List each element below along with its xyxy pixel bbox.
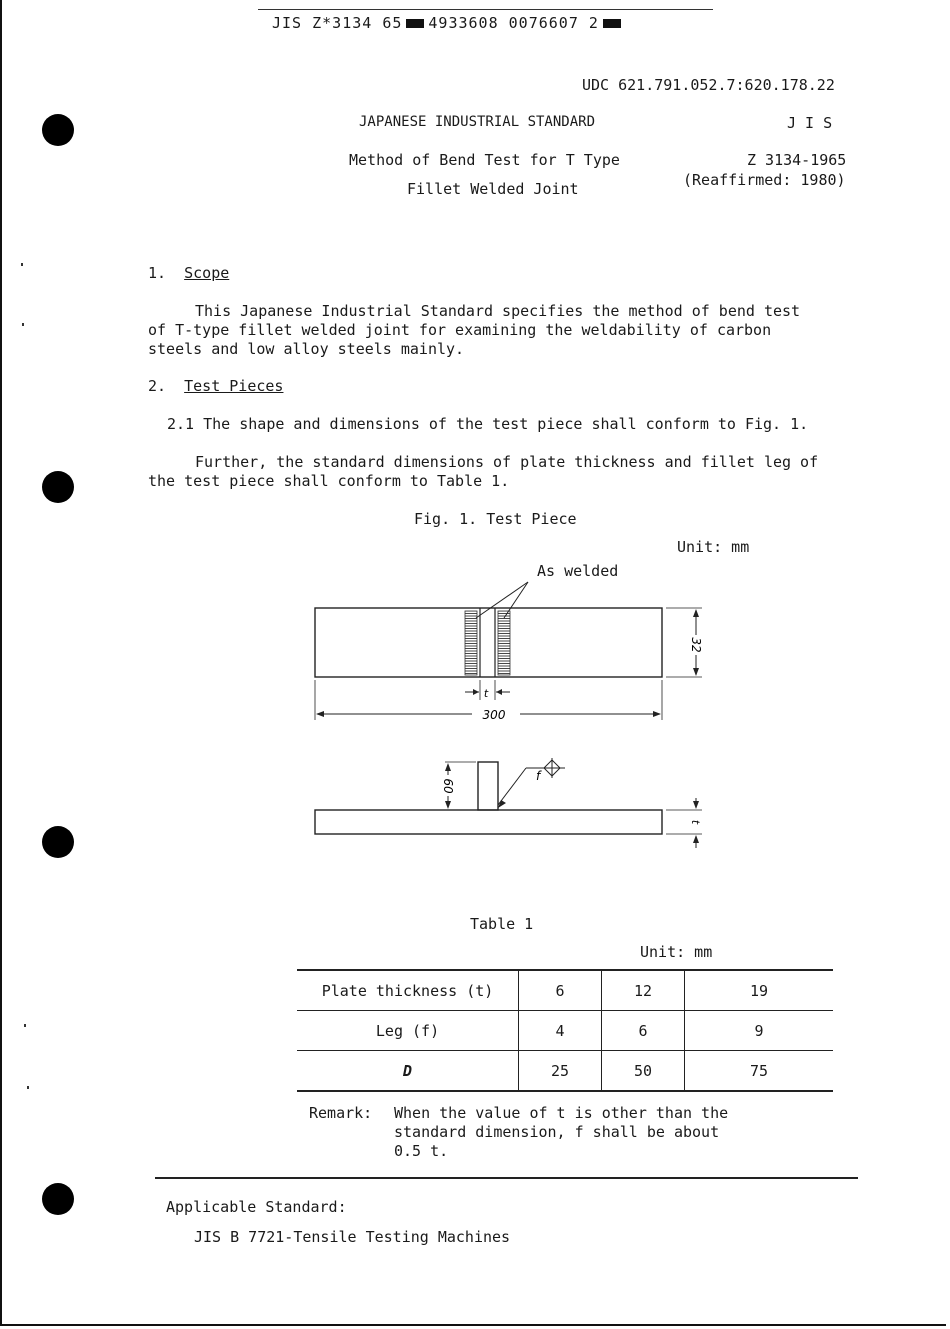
section-divider	[155, 1177, 858, 1179]
title-line-2: Fillet Welded Joint	[407, 180, 579, 198]
further-paragraph: Further, the standard dimensions of plate thickness and fillet leg of the test piece shall conform to Table 1.	[148, 453, 819, 490]
cell-value: 6	[602, 1011, 685, 1051]
applicable-heading: Applicable Standard:	[166, 1198, 347, 1216]
dimensions-table	[297, 969, 833, 1092]
table-row	[297, 1011, 833, 1051]
scope-paragraph: This Japanese Industrial Standard specifies the method of bend test of T-type fillet welded joint for examining the weldability of carbon steels and low alloy steels mainly.	[148, 302, 801, 358]
dim-f-label: f	[536, 769, 541, 783]
row-label: Plate thickness (t)	[297, 970, 519, 1011]
weld-leader	[498, 768, 526, 805]
standard-org: JAPANESE INDUSTRIAL STANDARD	[359, 114, 596, 130]
cell-value: 19	[685, 970, 834, 1011]
cell-value: 50	[602, 1051, 685, 1092]
row-label: D	[297, 1051, 519, 1092]
section-2-title: Test Pieces	[184, 377, 284, 395]
title-line-1: Method of Bend Test for T Type	[349, 151, 620, 169]
figure-unit: Unit: mm	[677, 538, 750, 556]
side-view-base-plate	[315, 810, 662, 834]
cell-value: 9	[685, 1011, 834, 1051]
clause-2-1: 2.1 The shape and dimensions of the test piece shall conform to Fig. 1.	[167, 415, 809, 433]
section-2-number: 2.	[148, 377, 167, 395]
applicable-item: JIS B 7721-Tensile Testing Machines	[194, 1228, 511, 1246]
reaffirmed-date: (Reaffirmed: 1980)	[683, 171, 846, 189]
t-dim-label-side: t	[689, 819, 702, 825]
remark-label: Remark:	[309, 1104, 373, 1122]
dim-32-label: 32	[689, 637, 703, 653]
remark-text: When the value of t is other than the standard dimension, f shall be about 0.5 t.	[394, 1104, 729, 1160]
cell-value: 6	[519, 970, 602, 1011]
cell-value: 4	[519, 1011, 602, 1051]
dim-300-label: 300	[482, 708, 506, 722]
plan-view-plate	[315, 608, 662, 677]
jis-label: J I S	[787, 114, 833, 132]
as-welded-label: As welded	[537, 562, 619, 580]
cell-value: 25	[519, 1051, 602, 1092]
weld-bead-left	[465, 611, 477, 675]
table-row	[297, 1051, 833, 1092]
section-1-title: Scope	[184, 264, 230, 282]
figure-caption: Fig. 1. Test Piece	[414, 510, 577, 528]
row-label: Leg (f)	[297, 1011, 519, 1051]
table-unit: Unit: mm	[640, 943, 713, 961]
section-1-number: 1.	[148, 264, 167, 282]
standard-number: Z 3134-1965	[747, 151, 847, 169]
weld-bead-right	[498, 611, 510, 675]
cell-value: 75	[685, 1051, 834, 1092]
side-view-web	[478, 762, 498, 810]
dim-60-label: 60	[441, 778, 455, 794]
udc-number: UDC 621.791.052.7:620.178.22	[582, 76, 835, 94]
leader-line-right	[504, 582, 528, 618]
cell-value: 12	[602, 970, 685, 1011]
header-code-part2: 4933608 0076607 2	[428, 14, 599, 32]
table-caption: Table 1	[470, 915, 534, 933]
header-code-part1: JIS Z*3134 65	[272, 14, 403, 32]
table-row	[297, 970, 833, 1011]
t-dim-label-plan: t	[483, 687, 489, 700]
